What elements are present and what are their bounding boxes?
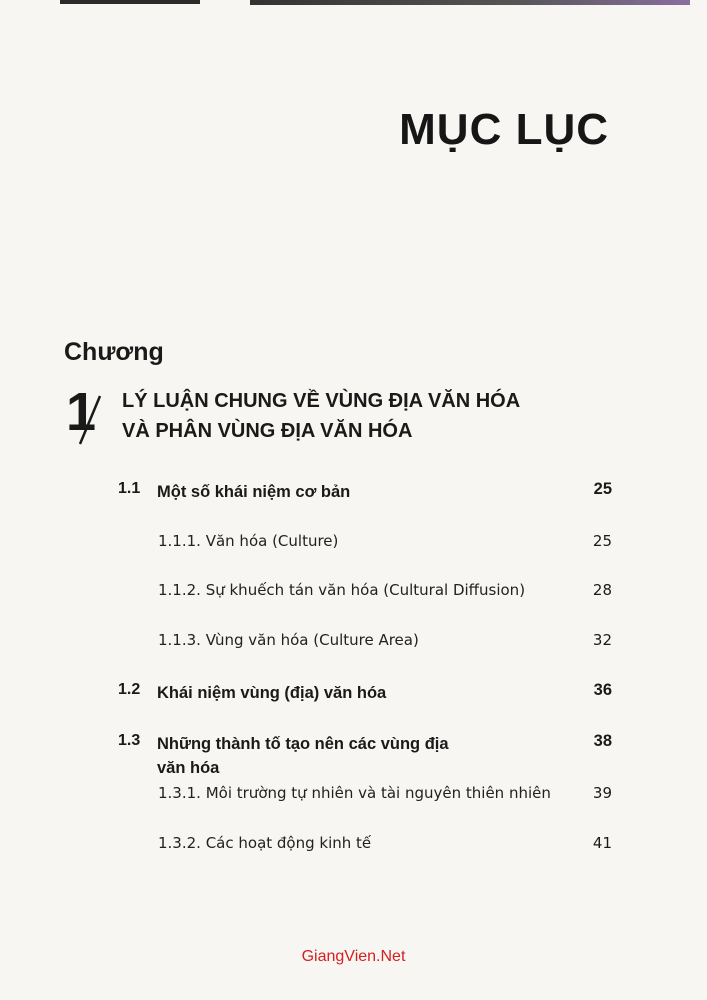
- toc-entry-number: 1.2: [118, 681, 141, 698]
- toc-entry-page: 25: [593, 480, 612, 498]
- toc-entry-page: 25: [592, 532, 612, 550]
- toc-entry-page: 41: [592, 834, 612, 852]
- toc-entry-page: 36: [593, 681, 612, 699]
- toc-entry-label-continued: văn hóa: [157, 759, 220, 777]
- toc-entry-number: 1.3: [118, 732, 141, 749]
- toc-entry-page: 38: [593, 732, 612, 750]
- page-edge-left: [60, 0, 200, 4]
- chapter-heading: Chương: [64, 338, 164, 366]
- toc-entry-page: 32: [592, 631, 612, 649]
- page-edge-right: [250, 0, 690, 5]
- chapter-title-line-2: VÀ PHÂN VÙNG ĐỊA VĂN HÓA: [122, 420, 413, 442]
- toc-entry-label: 1.3.1. Môi trường tự nhiên và tài nguyên thiên nhiên: [158, 784, 551, 802]
- toc-entry-page: 39: [592, 784, 612, 802]
- toc-entry-label: 1.1.1. Văn hóa (Culture): [158, 532, 339, 550]
- chapter-number-glyph: [64, 378, 104, 448]
- chapter-title: [122, 386, 520, 446]
- toc-entry-label: Một số khái niệm cơ bản: [157, 483, 351, 501]
- toc-entry-number: 1.1: [118, 480, 141, 497]
- page-title: MỤC LỤC: [399, 105, 609, 154]
- chapter-number: 1: [66, 382, 97, 442]
- toc-entry-label: Khái niệm vùng (địa) văn hóa: [157, 684, 387, 702]
- toc-entry-page: 28: [592, 581, 612, 599]
- chapter-title-line-1: LÝ LUẬN CHUNG VỀ VÙNG ĐỊA VĂN HÓA: [122, 390, 521, 412]
- toc-entry-label: 1.1.3. Vùng văn hóa (Culture Area): [158, 631, 419, 649]
- toc-entry-label: 1.3.2. Các hoạt động kinh tế: [158, 834, 372, 852]
- watermark-footer: GiangVien.Net: [301, 948, 406, 965]
- toc-entry-label: Những thành tố tạo nên các vùng địa: [157, 735, 449, 753]
- toc-entry-label: 1.1.2. Sự khuếch tán văn hóa (Cultural Diffusion): [158, 581, 526, 599]
